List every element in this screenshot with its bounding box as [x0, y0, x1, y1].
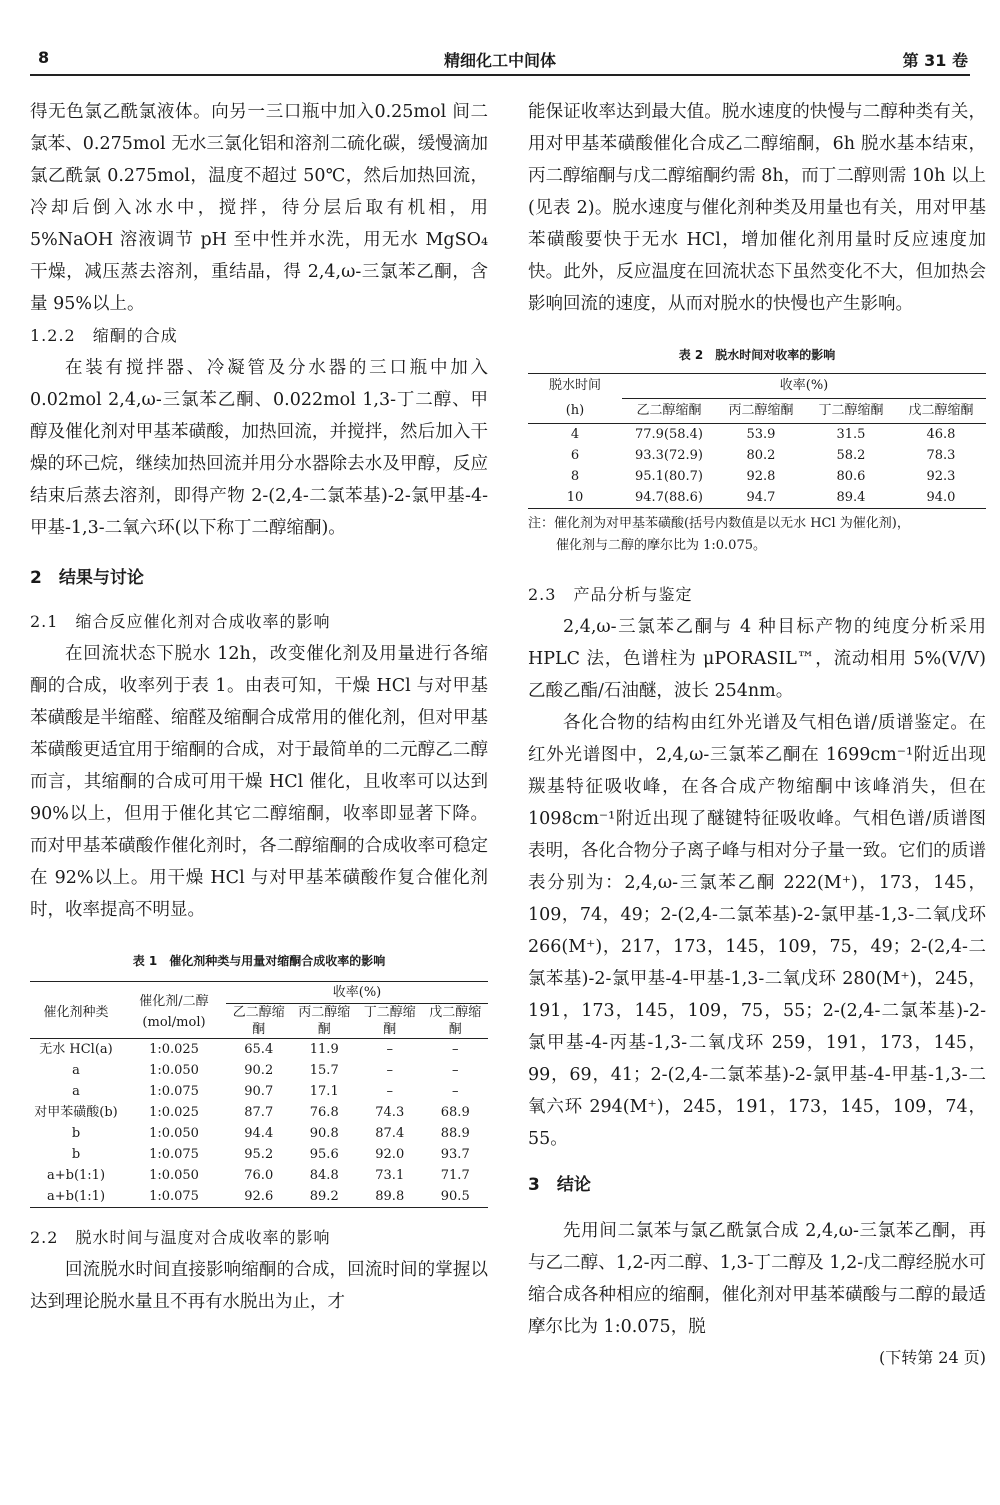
- table-row: [30, 1123, 488, 1144]
- table-row: [30, 1165, 488, 1186]
- page-header: [30, 44, 970, 76]
- table-cell: 31.5: [836, 426, 866, 442]
- table-cell: –: [452, 1084, 459, 1099]
- table-cell: 89.2: [309, 1189, 339, 1204]
- table-cell: a+b(1:1): [46, 1189, 106, 1204]
- note-line: 注：催化剂为对甲基苯磺酸(括号内数值是以无水 HCl 为催化剂)，: [528, 515, 910, 531]
- table-header: 乙二醇缩酮: [622, 399, 716, 424]
- table-header: 收率(%): [779, 378, 829, 393]
- paragraph: 先用间二氯苯与氯乙酰氯合成 2,4,ω-三氯苯乙酮，再与乙二醇、1,2-丙二醇、1,3-丁二醇及 1,2-戊二醇经脱水可缩合成各种相应的缩酮，催化剂对甲基苯磺酸与二醇的最适摩尔比为 1:0.075，脱: [528, 1220, 986, 1337]
- table-1-caption: 表 1 催化剂种类与用量对缩酮合成收率的影响: [132, 954, 386, 968]
- subsection-heading: 1.2.2 缩酮的合成: [30, 326, 178, 345]
- table-cell: 1:0.075: [149, 1084, 199, 1099]
- table-cell: 88.9: [440, 1126, 470, 1141]
- table-row: [30, 1102, 488, 1123]
- table-cell: 65.4: [244, 1042, 274, 1057]
- table-cell: 1:0.025: [149, 1042, 199, 1057]
- table-cell: b: [71, 1126, 81, 1141]
- table-cell: 80.2: [746, 447, 776, 463]
- table-row: [528, 487, 986, 509]
- table-cell: 94.4: [244, 1126, 274, 1141]
- table-cell: 93.7: [440, 1147, 470, 1162]
- table-header: 丙二醇缩酮: [716, 399, 806, 424]
- table-cell: 95.1(80.7): [634, 468, 703, 484]
- table-header: 乙二醇缩酮: [232, 1005, 285, 1037]
- table-header: 催化剂/二醇(mol/mol): [139, 994, 209, 1030]
- journal-title: 精细化工中间体: [443, 51, 556, 70]
- table-row: [528, 466, 986, 487]
- paragraph: 在回流状态下脱水 12h，改变催化剂及用量进行各缩酮的合成，收率列于表 1。由表可知，干燥 HCl 与对甲基苯磺酸是半缩醛、缩醛及缩酮合成常用的催化剂，但对甲基苯磺酸更适宜用于缩酮的合成，对于最简单的二元醇乙二醇而言，其缩酮的合成可用干燥 HCl 催化，且收率可以达到 90%以上，但用于催化其它二醇缩酮，收率即显著下降。而对甲基苯磺酸作催化剂时，各二醇缩酮的合成收率可稳定在 92%以上。用干燥 HCl 与对甲基苯磺酸作复合催化剂时，收率提高不明显。: [30, 644, 488, 920]
- table-cell: 92.0: [375, 1147, 405, 1162]
- table-row: [30, 1144, 488, 1165]
- table-cell: 1:0.050: [149, 1168, 199, 1183]
- paragraph: 能保证收率达到最大值。脱水速度的快慢与二醇种类有关，用对甲基苯磺酸催化合成乙二醇缩酮，6h 脱水基本结束，丙二醇缩酮与戊二醇缩酮约需 8h，而丁二醇则需 10h 以上(见表 2)。脱水速度与催化剂种类及用量也有关，用对甲基苯磺酸要快于无水 HCl，增加催化剂用量时反应速度加快。此外，反应温度在回流状态下虽然变化不大，但加热会影响回流的速度，从而对脱水的快慢也产生影响。: [528, 102, 986, 314]
- volume-label: 第 31 卷: [902, 51, 968, 70]
- table-2: [528, 373, 986, 509]
- table-cell: 93.3(72.9): [634, 447, 703, 463]
- table-cell: 87.7: [244, 1105, 274, 1120]
- table-cell: 无水 HCl(a): [39, 1042, 113, 1057]
- subsection-heading: 2.1 缩合反应催化剂对合成收率的影响: [30, 612, 331, 631]
- paragraph: 2,4,ω-三氯苯乙酮与 4 种目标产物的纯度分析采用 HPLC 法，色谱柱为 μPORASIL™，流动相用 5%(V/V)乙酸乙酯/石油醚，波长 254nm。: [528, 616, 986, 701]
- table-cell: 90.5: [440, 1189, 470, 1204]
- table-cell: 76.8: [309, 1105, 339, 1120]
- table-cell: 89.8: [375, 1189, 405, 1204]
- table-cell: 68.9: [440, 1105, 470, 1120]
- paragraph: 回流脱水时间直接影响缩酮的合成，回流时间的掌握以达到理论脱水量且不再有水脱出为止，才: [30, 1260, 488, 1312]
- table-cell: 11.9: [309, 1042, 339, 1057]
- table-cell: 71.7: [440, 1168, 470, 1183]
- table-header: (h): [565, 402, 585, 418]
- right-column: [528, 96, 986, 1371]
- subsection-heading: 2.2 脱水时间与温度对合成收率的影响: [30, 1228, 331, 1247]
- table-cell: 92.3: [926, 468, 956, 484]
- table-row: [30, 1060, 488, 1081]
- table-cell: 4: [570, 426, 580, 442]
- table-2-note: [528, 513, 986, 557]
- table-cell: 90.8: [309, 1126, 339, 1141]
- table-cell: 92.8: [746, 468, 776, 484]
- table-cell: 89.4: [836, 489, 866, 505]
- note-line: 催化剂与二醇的摩尔比为 1:0.075。: [556, 537, 766, 553]
- table-cell: 87.4: [375, 1126, 405, 1141]
- table-cell: 90.2: [244, 1063, 274, 1078]
- table-header: 脱水时间: [548, 378, 601, 394]
- page-number: 8: [38, 48, 50, 67]
- table-cell: 80.6: [836, 468, 866, 484]
- table-cell: 17.1: [309, 1084, 339, 1099]
- table-1: [30, 981, 488, 1208]
- table-cell: 94.0: [926, 489, 956, 505]
- table-cell: 对甲苯磺酸(b): [34, 1105, 118, 1120]
- table-cell: 10: [566, 489, 584, 505]
- table-row: [30, 1039, 488, 1061]
- table-cell: a: [72, 1084, 80, 1099]
- table-cell: 95.2: [244, 1147, 274, 1162]
- table-row: [30, 1081, 488, 1102]
- table-cell: –: [386, 1063, 393, 1078]
- table-header: 丁二醇缩酮: [806, 399, 896, 424]
- table-cell: –: [452, 1042, 459, 1057]
- table-cell: 6: [570, 447, 580, 463]
- table-cell: 1:0.075: [149, 1189, 199, 1204]
- left-column: [30, 96, 488, 1318]
- table-cell: 46.8: [926, 426, 956, 442]
- table-cell: 77.9(58.4): [634, 426, 703, 442]
- table-cell: 90.7: [244, 1084, 274, 1099]
- table-header: 收率(%): [226, 982, 488, 1004]
- table-cell: –: [386, 1084, 393, 1099]
- table-cell: 58.2: [836, 447, 866, 463]
- table-header: 丁二醇缩酮: [363, 1005, 416, 1037]
- table-cell: b: [71, 1147, 81, 1162]
- table-header: 戊二醇缩酮: [896, 399, 986, 424]
- subsection-heading: 2.3 产品分析与鉴定: [528, 584, 693, 604]
- section-heading: 3 结论: [528, 1174, 591, 1195]
- table-row: [528, 423, 986, 445]
- table-cell: 84.8: [309, 1168, 339, 1183]
- table-cell: 95.6: [309, 1147, 339, 1162]
- table-cell: 73.1: [375, 1168, 405, 1183]
- table-cell: 1:0.075: [149, 1147, 199, 1162]
- table-cell: 92.6: [244, 1189, 274, 1204]
- table-cell: 74.3: [375, 1105, 405, 1120]
- table-cell: –: [452, 1063, 459, 1078]
- table-cell: 76.0: [244, 1168, 274, 1183]
- table-cell: a: [72, 1063, 80, 1078]
- table-row: [528, 445, 986, 466]
- paragraph: 在装有搅拌器、冷凝管及分水器的三口瓶中加入 0.02mol 2,4,ω-三氯苯乙酮、0.022mol 1,3-丁二醇、甲醇及催化剂对甲基苯磺酸，加热回流，并搅拌，然后加入干燥的环己烷，继续加热回流并用分水器除去水及甲醇，反应结束后蒸去溶剂，即得产物 2-(2,4-二氯苯基)-2-氯甲基-4-甲基-1,3-二氧六环(以下称丁二醇缩酮)。: [30, 358, 488, 538]
- table-2-caption: 表 2 脱水时间对收率的影响: [678, 348, 836, 362]
- table-cell: 1:0.050: [149, 1126, 199, 1141]
- table-cell: 53.9: [746, 426, 776, 442]
- table-cell: 1:0.050: [149, 1063, 199, 1078]
- table-row: [30, 1186, 488, 1208]
- table-header: 丙二醇缩酮: [298, 1005, 351, 1037]
- table-cell: a+b(1:1): [46, 1168, 106, 1183]
- paragraph: 得无色氯乙酰氯液体。向另一三口瓶中加入0.25mol 间二氯苯、0.275mol 无水三氯化铝和溶剂二硫化碳，缓慢滴加氯乙酰氯 0.275mol，温度不超过 50℃，然后加热回流，冷却后倒入冰水中，搅拌，待分层后取有机相，用 5%NaOH 溶液调节 pH 至中性并水洗，用无水 MgSO₄ 干燥，减压蒸去溶剂，重结晶，得 2,4,ω-三氯苯乙酮，含量 95%以上。: [30, 102, 488, 314]
- section-heading: 2 结果与讨论: [30, 568, 144, 588]
- table-cell: 15.7: [309, 1063, 339, 1078]
- table-header: 戊二醇缩酮: [429, 1005, 482, 1037]
- table-header: 催化剂种类: [43, 1004, 109, 1020]
- continued-note: (下转第 24 页): [878, 1347, 986, 1367]
- table-cell: 1:0.025: [149, 1105, 199, 1120]
- table-cell: 94.7: [746, 489, 776, 505]
- table-cell: 78.3: [926, 447, 956, 463]
- paragraph: 各化合物的结构由红外光谱及气相色谱/质谱鉴定。在红外光谱图中，2,4,ω-三氯苯乙酮在 1699cm⁻¹附近出现羰基特征吸收峰，在各合成产物缩酮中该峰消失，但在 1098cm⁻¹附近出现了醚键特征吸收峰。气相色谱/质谱图表明，各化合物分子离子峰与相对分子量一致。它们的质谱表分别为：2,4,ω-三氯苯乙酮 222(M⁺)，173，145，109，74，49；2-(2,4-二氯苯基)-2-氯甲基-1,3-二氧戊环 266(M⁺)，217，173，145，109，75，49；2-(2,4-二氯苯基)-2-氯甲基-4-甲基-1,3-二氧戊环 280(M⁺)，245，191，173，145，109，75，55；2-(2,4-二氯苯基)-2-氯甲基-4-丙基-1,3-二氧戊环 259，191，173，145，99，69，41；2-(2,4-二氯苯基)-2-氯甲基-4-甲基-1,3-二氧六环 294(M⁺)，245，191，173，145，109，74，55。: [528, 712, 986, 1149]
- table-cell: 94.7(88.6): [634, 489, 703, 505]
- table-cell: –: [386, 1042, 393, 1057]
- table-cell: 8: [570, 468, 580, 484]
